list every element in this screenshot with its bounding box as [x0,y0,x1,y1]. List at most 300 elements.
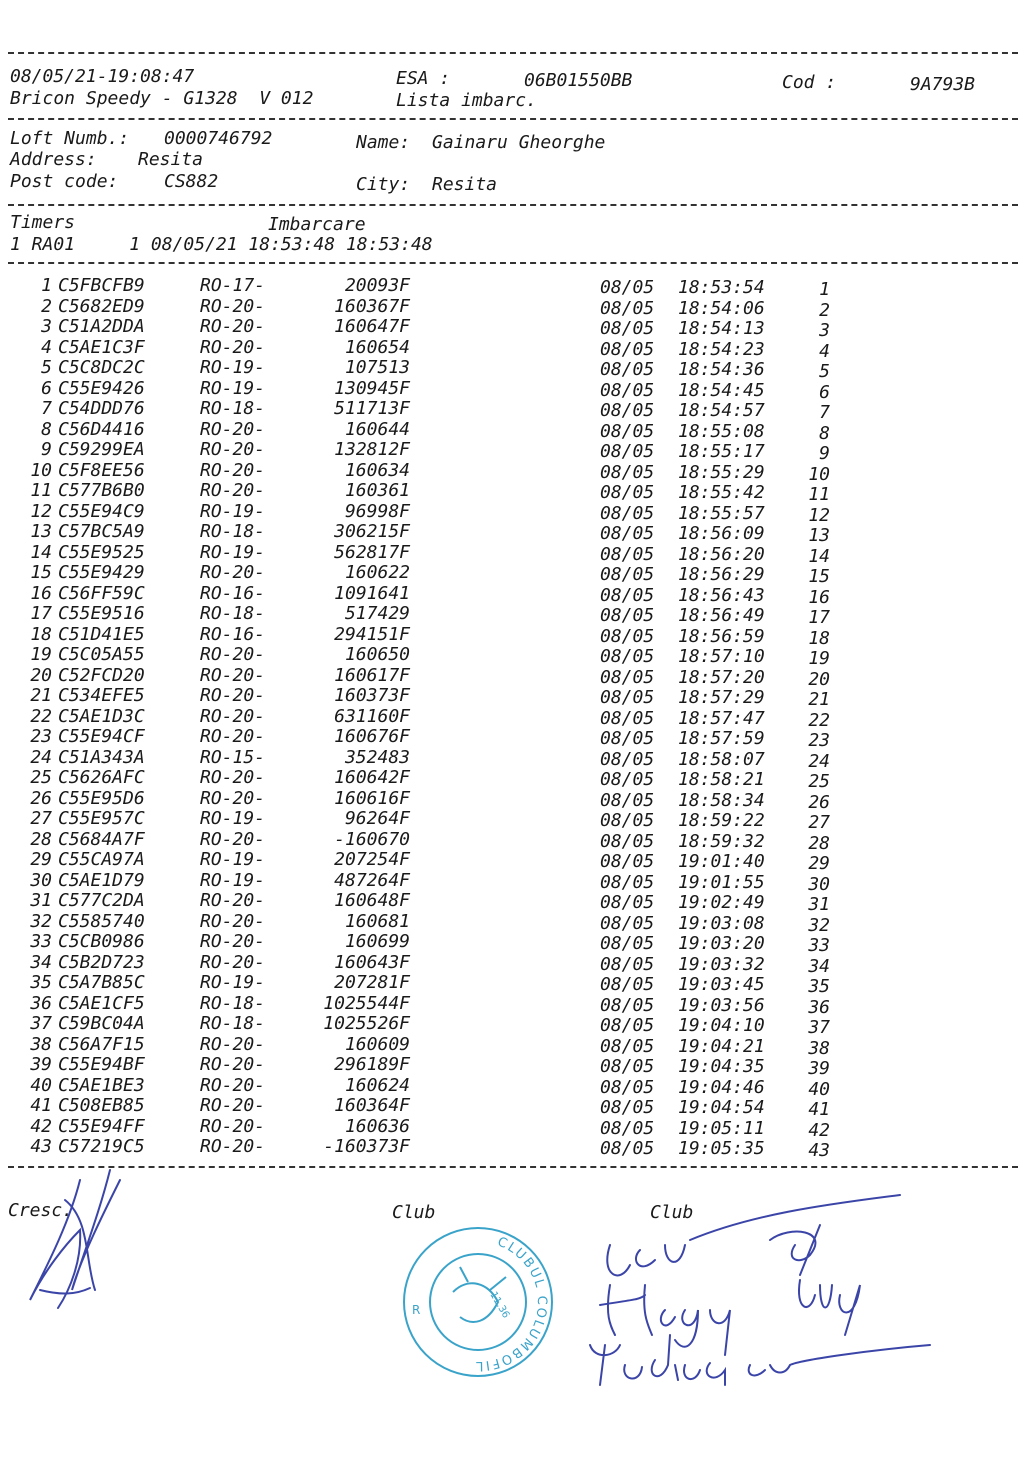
ring-number: 1025526F [323,1013,410,1034]
row-number: 25 [30,767,52,788]
ring-prefix: RO-18- [200,521,266,542]
position: 28 [808,832,830,854]
arrival-date: 08/05 [600,810,655,831]
row-number: 2 [41,295,52,317]
arrival-time: 18:55:29 [678,461,765,483]
ring-number: 352483 [344,746,410,768]
club-stamp [398,1222,558,1382]
position: 18 [808,627,830,649]
ring-number: 160609 [344,1033,410,1055]
row-number: 1 [41,275,52,296]
arrival-time: 19:04:54 [678,1097,765,1118]
arrival-time: 18:55:42 [678,482,765,503]
ring-number: 306215F [334,521,410,542]
arrival-date: 08/05 [600,605,655,626]
arrival-date: 08/05 [600,687,655,708]
table-row [0,377,1024,403]
position: 38 [808,1037,830,1059]
row-number: 28 [30,828,52,850]
club-signatures [570,1185,950,1395]
arrival-date: 08/05 [600,1035,655,1057]
table-row [0,685,1024,710]
position: 22 [808,709,830,731]
position: 17 [808,607,830,628]
arrival-time: 19:03:20 [678,933,765,954]
chip-id: C51A2DDA [58,316,145,337]
arrival-time: 18:57:20 [678,666,765,688]
arrival-date: 08/05 [600,420,655,442]
separator [8,204,1018,206]
ring-number: 160622 [344,562,410,583]
chip-id: C5AE1C3F [58,336,145,358]
arrival-date: 08/05 [600,1097,655,1118]
chip-id: C55E9525 [58,541,145,563]
arrival-date: 08/05 [600,728,655,749]
ring-number: 132812F [334,439,410,460]
arrival-date: 08/05 [600,297,655,319]
row-number: 33 [30,931,52,952]
breeder-signature [10,1150,150,1320]
position: 15 [808,566,830,587]
city-value: Resita [432,174,498,195]
position: 4 [819,340,830,362]
row-number: 5 [41,357,52,378]
position: 31 [808,894,830,915]
row-number: 4 [41,336,52,358]
ring-number: 160642F [334,767,410,788]
ring-prefix: RO-20- [200,828,266,850]
row-number: 20 [30,664,52,686]
chip-id: C55CA97A [58,849,145,870]
arrival-date: 08/05 [600,1117,655,1139]
table-row [0,623,1024,649]
table-row [0,459,1024,485]
position: 10 [808,463,830,485]
table-row [0,480,1024,505]
arrival-date: 08/05 [600,441,655,462]
position: 40 [808,1078,830,1100]
ring-number: 517429 [344,603,410,624]
ring-number: -160670 [334,828,410,850]
chip-id: C5B2D723 [58,951,145,973]
arrival-date: 08/05 [600,912,655,934]
chip-id: C56A7F15 [58,1033,145,1055]
arrival-time: 18:54:23 [678,338,765,360]
ring-number: 96998F [344,500,410,522]
arrival-date: 08/05 [600,769,655,790]
ring-number: 511713F [334,398,410,419]
arrival-date: 08/05 [600,564,655,585]
arrival-date: 08/05 [600,400,655,421]
city-label: City: [356,174,411,195]
name-label: Name: [356,132,411,153]
table-row [0,398,1024,423]
postcode-value: CS882 [164,171,219,192]
separator [8,52,1018,54]
ring-prefix: RO-18- [200,398,266,419]
ring-prefix: RO-20- [200,644,266,665]
ring-number: 160676F [334,726,410,747]
chip-id: C5AE1CF5 [58,992,145,1014]
print-datetime: 08/05/21-19:08:47 [10,66,195,87]
arrival-time: 18:56:20 [678,543,765,565]
arrival-date: 08/05 [600,666,655,688]
ring-prefix: RO-19- [200,357,266,378]
arrival-time: 19:02:49 [678,892,765,913]
ring-number: 160373F [334,685,410,706]
row-number: 6 [41,377,52,399]
arrival-date: 08/05 [600,359,655,380]
arrival-date: 08/05 [600,974,655,995]
table-row [0,521,1024,546]
position: 7 [819,402,830,423]
ring-prefix: RO-20- [200,418,266,440]
arrival-time: 18:57:29 [678,687,765,708]
table-row [0,849,1024,874]
arrival-time: 18:56:09 [678,523,765,544]
row-number: 23 [30,726,52,747]
chip-id: C51A343A [58,746,145,768]
arrival-date: 08/05 [600,871,655,893]
ring-prefix: RO-20- [200,316,266,337]
arrival-date: 08/05 [600,646,655,667]
arrival-date: 08/05 [600,892,655,913]
esa-label: ESA : [396,68,451,89]
arrival-time: 19:03:45 [678,974,765,995]
chip-id: C5626AFC [58,767,145,788]
arrival-date: 08/05 [600,502,655,524]
position: 27 [808,812,830,833]
ring-prefix: RO-20- [200,459,266,481]
arrival-date: 08/05 [600,318,655,339]
position: 32 [808,914,830,936]
table-row [0,439,1024,464]
chip-id: C59299EA [58,439,145,460]
position: 25 [808,771,830,792]
position: 41 [808,1099,830,1120]
row-number: 18 [30,623,52,645]
ring-prefix: RO-20- [200,664,266,686]
position: 43 [808,1140,830,1161]
arrival-time: 18:57:59 [678,728,765,749]
ring-prefix: RO-20- [200,336,266,358]
chip-id: C56FF59C [58,582,145,604]
table-row [0,767,1024,792]
position: 5 [819,361,830,382]
chip-id: C55E94CF [58,726,145,747]
position: 12 [808,504,830,526]
ring-prefix: RO-20- [200,439,266,460]
arrival-time: 18:55:08 [678,420,765,442]
ring-number: 296189F [334,1054,410,1075]
arrival-date: 08/05 [600,277,655,298]
ring-number: 160650 [344,644,410,665]
ring-prefix: RO-20- [200,1074,266,1096]
table-row [0,787,1024,813]
name-value: Gainaru Gheorghe [432,132,606,153]
ring-prefix: RO-20- [200,562,266,583]
ring-prefix: RO-20- [200,890,266,911]
chip-id: C577C2DA [58,890,145,911]
chip-id: C577B6B0 [58,480,145,501]
arrival-time: 18:54:36 [678,359,765,380]
chip-id: C508EB85 [58,1095,145,1116]
table-row [0,1136,1024,1161]
arrival-time: 19:05:35 [678,1138,765,1159]
ring-number: 160647F [334,316,410,337]
arrival-date: 08/05 [600,953,655,975]
timer-line: 1 RA01 1 08/05/21 18:53:48 18:53:48 [10,234,433,255]
breeder-signature-label: Cresc. [8,1200,74,1221]
chip-id: C5682ED9 [58,295,145,317]
ring-prefix: RO-19- [200,869,266,891]
table-row [0,890,1024,915]
row-number: 39 [30,1054,52,1075]
position: 36 [808,996,830,1018]
ring-number: 160648F [334,890,410,911]
position: 13 [808,525,830,546]
row-number: 29 [30,849,52,870]
arrival-time: 18:57:10 [678,646,765,667]
ring-prefix: RO-20- [200,1054,266,1075]
table-row [0,746,1024,772]
row-number: 7 [41,398,52,419]
position: 8 [819,422,830,444]
table-row [0,1033,1024,1059]
row-number: 19 [30,644,52,665]
ring-number: 1091641 [334,582,410,604]
arrival-date: 08/05 [600,1076,655,1098]
arrival-time: 18:55:57 [678,502,765,524]
table-row [0,541,1024,567]
chip-id: C55E94BF [58,1054,145,1075]
arrival-time: 18:57:47 [678,707,765,729]
row-number: 35 [30,972,52,993]
row-number: 10 [30,459,52,481]
table-row [0,931,1024,956]
row-number: 37 [30,1013,52,1034]
position: 33 [808,935,830,956]
chip-id: C57BC5A9 [58,521,145,542]
position: 9 [819,443,830,464]
ring-prefix: RO-20- [200,726,266,747]
ring-prefix: RO-16- [200,582,266,604]
position: 26 [808,791,830,813]
row-number: 14 [30,541,52,563]
chip-id: C55E9426 [58,377,145,399]
ring-prefix: RO-19- [200,377,266,399]
separator [8,1166,1018,1168]
table-row [0,418,1024,444]
arrival-time: 18:56:49 [678,605,765,626]
table-row [0,1115,1024,1141]
chip-id: C55E957C [58,808,145,829]
position: 29 [808,853,830,874]
chip-id: C5AE1BE3 [58,1074,145,1096]
separator [8,262,1018,264]
row-number: 17 [30,603,52,624]
table-row [0,357,1024,382]
chip-id: C55E9429 [58,562,145,583]
position: 30 [808,873,830,895]
ring-prefix: RO-20- [200,951,266,973]
arrival-date: 08/05 [600,1015,655,1036]
loft-value: 0000746792 [164,128,273,149]
chip-id: C55E95D6 [58,787,145,809]
chip-id: C55E94FF [58,1115,145,1137]
position: 1 [819,279,830,300]
position: 39 [808,1058,830,1079]
chip-id: C534EFE5 [58,685,145,706]
ring-prefix: RO-15- [200,746,266,768]
arrival-time: 19:03:56 [678,994,765,1016]
arrival-date: 08/05 [600,482,655,503]
stamp-side-text: R [412,1303,421,1317]
table-row [0,582,1024,608]
ring-number: 562817F [334,541,410,563]
position: 14 [808,545,830,567]
arrival-time: 18:59:22 [678,810,765,831]
ring-number: 160699 [344,931,410,952]
row-number: 27 [30,808,52,829]
table-row [0,1013,1024,1038]
row-number: 32 [30,910,52,932]
arrival-time: 18:54:45 [678,379,765,401]
cod-label: Cod : [782,72,837,93]
ring-prefix: RO-20- [200,295,266,317]
arrival-date: 08/05 [600,1056,655,1077]
ring-prefix: RO-20- [200,1136,266,1157]
row-number: 21 [30,685,52,706]
arrival-time: 19:03:32 [678,953,765,975]
stamp-ring-text: CLUBUL COLUMBOFIL [474,1234,550,1374]
position: 2 [819,299,830,321]
row-number: 9 [41,439,52,460]
arrival-date: 08/05 [600,830,655,852]
club-label-2: Club [650,1202,694,1223]
table-row [0,910,1024,936]
ring-number: -160373F [323,1136,410,1157]
ring-prefix: RO-20- [200,685,266,706]
arrival-time: 18:58:07 [678,748,765,770]
chip-id: C5684A7F [58,828,145,850]
arrival-date: 08/05 [600,933,655,954]
ring-number: 160636 [344,1115,410,1137]
arrival-time: 18:53:54 [678,277,765,298]
ring-number: 20093F [344,275,410,296]
ring-prefix: RO-20- [200,1095,266,1116]
arrival-time: 19:04:35 [678,1056,765,1077]
chip-id: C56D4416 [58,418,145,440]
arrival-time: 18:54:06 [678,297,765,319]
arrival-time: 18:55:17 [678,441,765,462]
row-number: 8 [41,418,52,440]
postcode-label: Post code: [10,171,119,192]
arrival-time: 19:01:55 [678,871,765,893]
chip-id: C5FBCFB9 [58,275,145,296]
imbarcare-label: Imbarcare [268,214,366,235]
row-number: 26 [30,787,52,809]
table-row [0,316,1024,341]
position: 20 [808,668,830,690]
row-number: 42 [30,1115,52,1137]
ring-number: 160364F [334,1095,410,1116]
arrival-time: 19:04:21 [678,1035,765,1057]
arrival-time: 18:59:32 [678,830,765,852]
row-number: 12 [30,500,52,522]
table-row [0,705,1024,731]
table-row [0,808,1024,833]
position: 37 [808,1017,830,1038]
row-number: 43 [30,1136,52,1157]
ring-number: 207254F [334,849,410,870]
ring-number: 130945F [334,377,410,399]
ring-prefix: RO-20- [200,705,266,727]
row-number: 13 [30,521,52,542]
row-number: 11 [30,480,52,501]
ring-prefix: RO-18- [200,992,266,1014]
esa-value: 06B01550BB [524,70,633,91]
ring-number: 160361 [344,480,410,501]
arrival-date: 08/05 [600,625,655,647]
chip-id: C5585740 [58,910,145,932]
timers-label: Timers [10,212,76,233]
ring-number: 160634 [344,459,410,481]
table-row [0,869,1024,895]
chip-id: C59BC04A [58,1013,145,1034]
arrival-date: 08/05 [600,707,655,729]
ring-number: 160643F [334,951,410,973]
ring-number: 160681 [344,910,410,932]
ring-number: 1025544F [323,992,410,1014]
ring-prefix: RO-16- [200,623,266,645]
row-number: 30 [30,869,52,891]
arrival-date: 08/05 [600,789,655,811]
row-number: 24 [30,746,52,768]
loft-label: Loft Numb.: [10,128,130,149]
table-row [0,992,1024,1018]
arrival-date: 08/05 [600,379,655,401]
row-number: 38 [30,1033,52,1055]
chip-id: C5F8EE56 [58,459,145,481]
ring-prefix: RO-20- [200,1115,266,1137]
table-row [0,726,1024,751]
arrival-date: 08/05 [600,584,655,606]
arrival-time: 18:56:29 [678,564,765,585]
ring-number: 107513 [344,357,410,378]
position: 23 [808,730,830,751]
arrival-time: 18:54:57 [678,400,765,421]
table-row [0,972,1024,997]
row-number: 22 [30,705,52,727]
ring-prefix: RO-18- [200,1013,266,1034]
position: 3 [819,320,830,341]
ring-number: 160616F [334,787,410,809]
table-row [0,1074,1024,1100]
position: 6 [819,381,830,403]
ring-prefix: RO-20- [200,480,266,501]
ring-prefix: RO-20- [200,931,266,952]
row-number: 3 [41,316,52,337]
position: 34 [808,955,830,977]
ring-prefix: RO-17- [200,275,266,296]
chip-id: C5C8DC2C [58,357,145,378]
ring-number: 160644 [344,418,410,440]
chip-id: C52FCD20 [58,664,145,686]
arrival-time: 18:56:43 [678,584,765,606]
table-row [0,1054,1024,1079]
chip-id: C55E94C9 [58,500,145,522]
